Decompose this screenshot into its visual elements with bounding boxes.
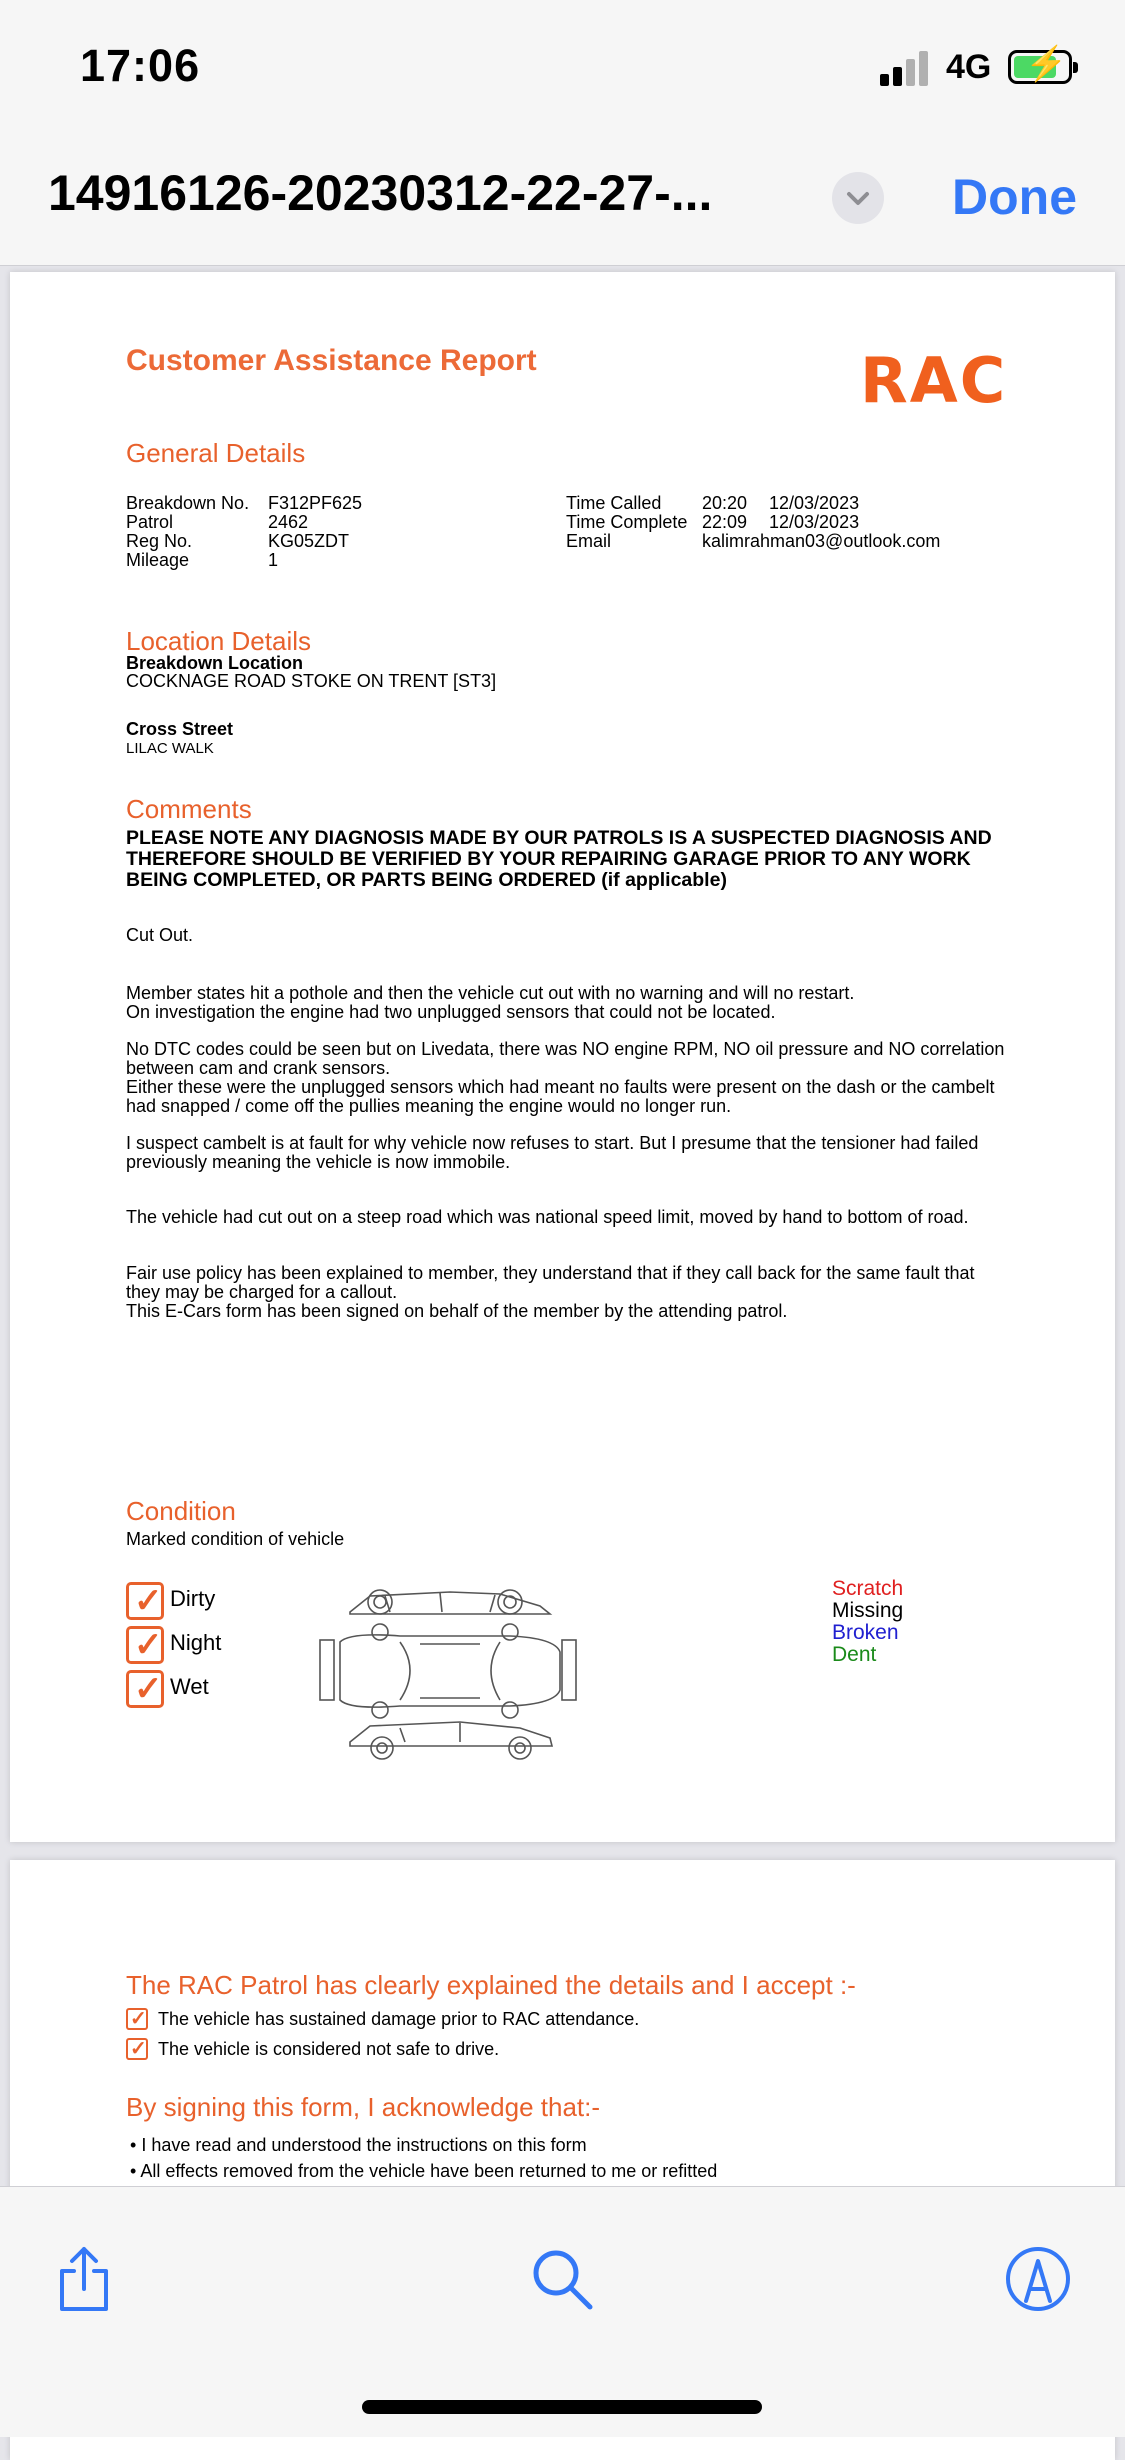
cross-street-value: LILAC WALK (126, 740, 214, 757)
comment-line-2: Member states hit a pothole and then the vehicle cut out with no warning and will no restart. (126, 983, 855, 1003)
markup-pen-icon[interactable] (1002, 2243, 1074, 2315)
status-bar (0, 0, 1125, 140)
accept-item-1: The vehicle has sustained damage prior to RAC attendance. (158, 2009, 640, 2029)
done-button[interactable]: Done (952, 169, 1077, 225)
home-indicator[interactable] (362, 2400, 762, 2414)
general-right-labels: Time Called Time Complete Email (566, 493, 688, 551)
comment-line-3: On investigation the engine had two unplugged sensors that could not be located. (126, 1002, 776, 1022)
condition-heading: Condition (126, 1496, 236, 1526)
breakdown-location-value: COCKNAGE ROAD STOKE ON TRENT [ST3] (126, 671, 497, 691)
diagnosis-notice: PLEASE NOTE ANY DIAGNOSIS MADE BY OUR PATROLS IS A SUSPECTED DIAGNOSIS AND THEREFORE SHOULD BE VERIFIED BY YOUR REPAIRING GARAGE PRIOR TO ANY WORK BEING COMPLETED, OR PARTS BEING ORDERED (if applicable) (126, 827, 992, 891)
legend-dent: Dent (832, 1643, 877, 1666)
accept-checkbox-2[interactable]: ✓ (126, 2038, 148, 2060)
comments-heading: Comments (126, 794, 252, 824)
accept-item-2: The vehicle is considered not safe to drive. (158, 2039, 500, 2059)
vehicle-condition-diagram (310, 1582, 600, 1762)
accept-heading: The RAC Patrol has clearly explained the details and I accept :- (126, 1970, 856, 2000)
comment-line-5: Either these were the unplugged sensors which had meant no faults were present on the dash or the cambelt had snapped / come off the pullies meaning the engine would no longer run. (126, 1077, 995, 1116)
acknowledge-heading: By signing this form, I acknowledge that:- (126, 2092, 601, 2122)
ack-item-2: • All effects removed from the vehicle have been returned to me or refitted (130, 2161, 718, 2181)
comment-line-9: This E-Cars form has been signed on behalf of the member by the attending patrol. (126, 1301, 788, 1321)
general-right-times: 20:20 22:09 kalimrahman03@outlook.com (702, 493, 941, 551)
comment-line-6: I suspect cambelt is at fault for why vehicle now refuses to start. But I presume that the tensioner had failed previously meaning the vehicle is now immobile. (126, 1133, 979, 1172)
dirty-checkbox[interactable]: ✓ (126, 1582, 164, 1620)
share-icon[interactable] (48, 2243, 120, 2315)
legend-missing: Missing (832, 1599, 904, 1622)
comment-line-4: No DTC codes could be seen but on Livedata, there was NO engine RPM, NO oil pressure and NO correlation between cam and crank sensors. (126, 1039, 1005, 1078)
battery-charging-icon: ⚡ (1008, 50, 1072, 84)
chevron-down-icon[interactable] (832, 172, 884, 224)
wet-label: Wet (170, 1674, 209, 1699)
condition-subheading: Marked condition of vehicle (126, 1529, 345, 1549)
general-left-values: F312PF625 2462 KG05ZDT 1 (268, 493, 363, 570)
general-left-labels: Breakdown No. Patrol Reg No. Mileage (126, 493, 250, 570)
search-icon[interactable] (526, 2243, 598, 2315)
rac-logo: RAC (860, 344, 1008, 417)
legend-scratch: Scratch (832, 1577, 904, 1600)
general-right-dates: 12/03/2023 12/03/2023 (769, 493, 860, 532)
network-type: 4G (946, 48, 992, 86)
legend-broken: Broken (832, 1621, 899, 1644)
breakdown-location-label: Breakdown Location (126, 653, 304, 673)
document-title: 14916126-20230312-22-27-... (48, 165, 713, 221)
dirty-label: Dirty (170, 1586, 216, 1611)
accept-checkbox-1[interactable]: ✓ (126, 2008, 148, 2030)
report-title: Customer Assistance Report (126, 344, 537, 377)
signal-bars-icon (880, 50, 932, 86)
night-label: Night (170, 1630, 222, 1655)
general-details-heading: General Details (126, 438, 306, 468)
comment-line-8: Fair use policy has been explained to member, they understand that if they call back for the same fault that they may be charged for a callout. (126, 1263, 975, 1302)
night-checkbox[interactable]: ✓ (126, 1626, 164, 1664)
status-time: 17:06 (80, 40, 201, 91)
comment-line-1: Cut Out. (126, 925, 194, 945)
comment-line-7: The vehicle had cut out on a steep road which was national speed limit, moved by hand to bottom of road. (126, 1207, 969, 1227)
location-details-heading: Location Details (126, 626, 311, 656)
wet-checkbox[interactable]: ✓ (126, 1670, 164, 1708)
document-page-1 (10, 272, 1115, 1842)
ack-item-1: • I have read and understood the instructions on this form (130, 2135, 587, 2155)
damage-legend (832, 1578, 903, 1666)
nav-bar (0, 140, 1125, 266)
cross-street-label: Cross Street (126, 719, 234, 739)
